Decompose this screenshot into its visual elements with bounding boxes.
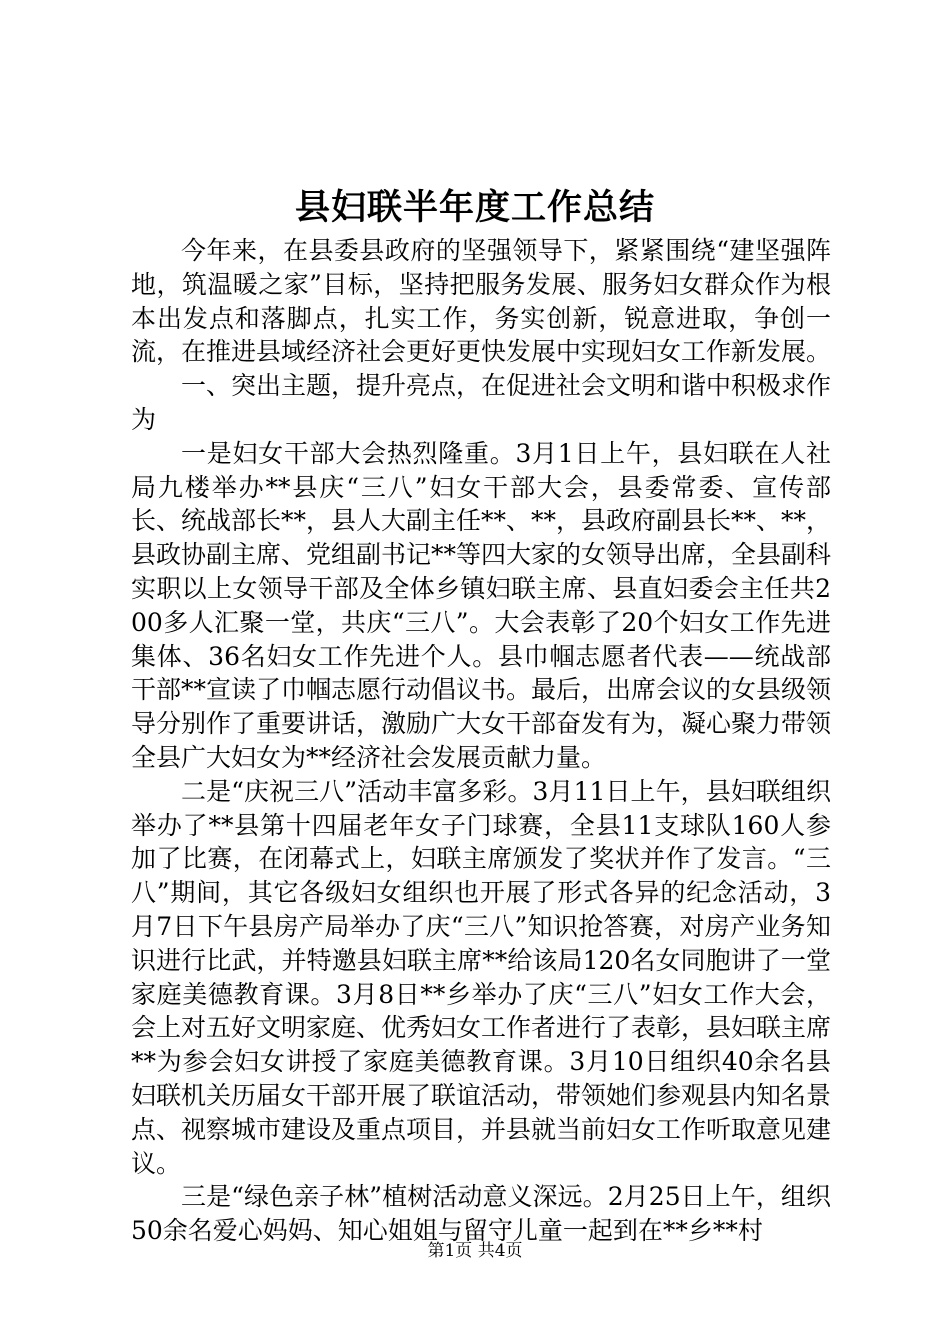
paragraph-item-1: 一是妇女干部大会热烈隆重。3月1日上午，县妇联在人社局九楼举办**县庆“三八”妇女干部大会，县委常委、宣传部长、统战部长**，县人大副主任**、**，县政府副县长**、**，县政协副主席、党组副书记**等四大家的女领导出席，全县副科实职以上女领导干部及全体乡镇妇联主席、县直妇委会主任共200多人汇聚一堂，共庆“三八”。大会表彰了20个妇女工作先进集体、36名妇女工作先进个人。县巾帼志愿者代表——统战部干部**宣读了巾帼志愿行动倡议书。最后，出席会议的女县级领导分别作了重要讲话，激励广大女干部奋发有为，凝心聚力带领全县广大妇女为**经济社会发展贡献力量。 — [131, 438, 832, 772]
section-heading-1: 一、突出主题，提升亮点，在促进社会文明和谐中积极求作为 — [131, 371, 832, 434]
page-number-footer: 第1页 共4页 — [427, 1241, 523, 1261]
paragraph-item-3: 三是“绿色亲子林”植树活动意义深远。2月25日上午，组织50余名爱心妈妈、知心姐姐与留守儿童一起到在**乡**村 — [131, 1182, 831, 1246]
paragraph-intro: 今年来，在县委县政府的坚强领导下，紧紧围绕“建坚强阵地，筑温暖之家”目标，坚持把服务发展、服务妇女群众作为根本出发点和落脚点，扎实工作，务实创新，锐意进取，争创一流，在推进县域经济社会更好更快发展中实现妇女工作新发展。 — [131, 236, 832, 367]
document-body — [131, 234, 831, 1248]
paragraph-item-2: 二是“庆祝三八”活动丰富多彩。3月11日上午，县妇联组织举办了**县第十四届老年女子门球赛，全县11支球队160人参加了比赛，在闭幕式上，妇联主席颁发了奖状并作了发言。“三八”期间，其它各级妇女组织也开展了形式各异的纪念活动，3月7日下午县房产局举办了庆“三八”知识抢答赛，对房产业务知识进行比武，并特邀县妇联主席**给该局120名女同胞讲了一堂家庭美德教育课。3月8日**乡举办了庆“三八”妇女工作大会，会上对五好文明家庭、优秀妇女工作者进行了表彰，县妇联主席**为参会妇女讲授了家庭美德教育课。3月10日组织40余名县妇联机关历届女干部开展了联谊活动，带领她们参观县内知名景点、视察城市建设及重点项目，并县就当前妇女工作听取意见建议。 — [131, 776, 832, 1178]
document-title: 县妇联半年度工作总结 — [294, 187, 655, 228]
